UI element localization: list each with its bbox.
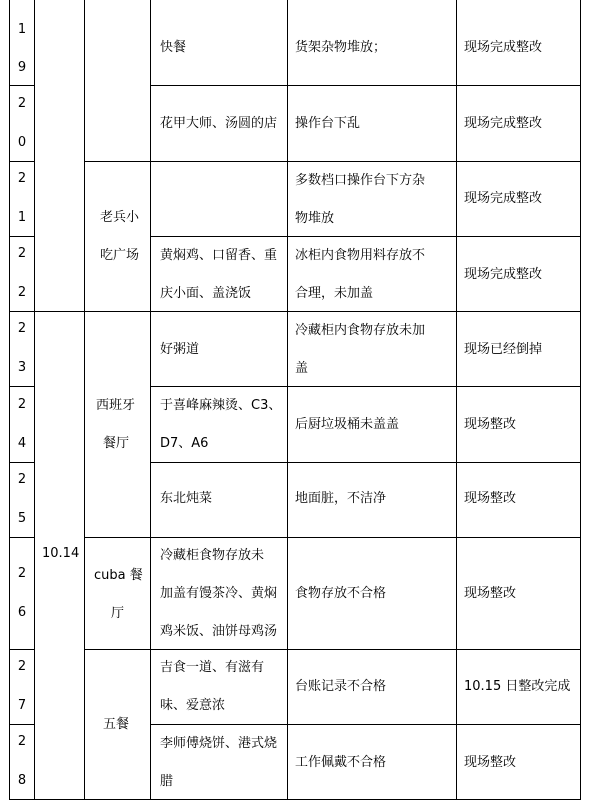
row-number-digit: 2 [17,171,27,186]
row-number-digit: 2 [17,566,27,581]
table-border-left [9,0,10,800]
row-divider [150,724,581,725]
issue-cell: 冰柜内食物用料存放不 [295,248,426,263]
issue-cell: 食物存放不合格 [295,586,387,601]
issue-cell: 物堆放 [295,211,335,226]
row-divider [9,236,35,237]
table-divider-v [150,0,151,800]
table-divider-v [34,0,35,800]
issue-cell: 工作佩戴不合格 [295,755,387,770]
row-number-digit: 5 [17,511,27,526]
row-number-digit: 1 [17,210,27,225]
vendor-cell: D7、A6 [160,436,209,451]
row-divider [9,724,35,725]
vendor-cell: 花甲大师、汤圆的店 [160,116,278,131]
issue-cell: 台账记录不合格 [295,679,387,694]
status-cell: 现场完成整改 [464,267,543,282]
location-cuba: cuba 餐 [94,568,143,583]
issue-cell: 地面脏，不洁净 [295,491,387,506]
status-cell: 现场完成整改 [464,191,543,206]
vendor-cell: 于喜峰麻辣烫、C3、 [160,398,282,413]
row-divider [9,462,35,463]
row-divider [9,537,35,538]
vendor-cell: 冷藏柜食物存放未 [160,548,265,563]
row-divider [9,649,35,650]
table-divider-v [84,0,85,800]
issue-cell: 冷藏柜内食物存放未加 [295,323,426,338]
vendor-cell: 吉食一道、有滋有 [160,660,265,675]
row-divider [9,85,35,86]
row-divider [84,649,581,650]
row-number-digit: 9 [17,60,27,75]
location-laobing: 老兵小 [100,210,140,225]
status-cell: 10.15 日整改完成 [464,679,571,694]
row-number-digit: 3 [17,360,27,375]
row-number-digit: 0 [17,135,27,150]
vendor-cell: 庆小面、盖浇饭 [160,286,252,301]
status-cell: 现场整改 [464,586,517,601]
row-divider [150,236,581,237]
row-number-digit: 4 [17,436,27,451]
row-number-digit: 6 [17,605,27,620]
status-cell: 现场整改 [464,417,517,432]
row-divider [150,386,581,387]
row-number-digit: 2 [17,734,27,749]
vendor-cell: 加盖有馒茶冷、黄焖 [160,586,278,601]
vendor-cell: 东北炖菜 [160,491,213,506]
issue-cell: 盖 [295,361,309,376]
row-number-digit: 1 [17,22,27,37]
issue-cell: 多数档口操作台下方杂 [295,173,426,188]
row-number-digit: 7 [17,698,27,713]
vendor-cell: 味、爱意浓 [160,698,226,713]
table-border-bottom [9,799,581,800]
date-cell: 10.14 [42,546,80,561]
vendor-cell: 好粥道 [160,342,200,357]
row-divider [9,386,35,387]
location-laobing: 吃广场 [100,248,140,263]
row-number-digit: 2 [17,285,27,300]
row-divider [150,462,581,463]
issue-cell: 操作台下乱 [295,116,361,131]
row-number-digit: 8 [17,773,27,788]
vendor-cell: 鸡米饭、油饼母鸡汤 [160,624,278,639]
table-border-right [580,0,581,800]
row-divider [84,537,581,538]
row-number-digit: 2 [17,246,27,261]
issue-cell: 货架杂物堆放； [295,40,387,55]
row-divider [9,161,35,162]
location-wucan: 五餐 [103,717,130,732]
row-number-digit: 2 [17,321,27,336]
location-xibanya: 西班牙 [96,398,136,413]
table-divider-v [456,0,457,800]
vendor-cell: 李师傅烧饼、港式烧 [160,736,278,751]
issue-cell: 后厨垃圾桶未盖盖 [295,417,400,432]
vendor-cell: 快餐 [160,40,187,55]
row-divider [9,311,581,312]
status-cell: 现场整改 [464,491,517,506]
vendor-cell: 黄焖鸡、口留香、重 [160,248,278,263]
status-cell: 现场完成整改 [464,116,543,131]
status-cell: 现场已经倒掉 [464,342,543,357]
row-number-digit: 2 [17,96,27,111]
status-cell: 现场整改 [464,755,517,770]
issue-cell: 合理，未加盖 [295,286,374,301]
row-divider [150,85,581,86]
row-number-digit: 2 [17,472,27,487]
row-number-digit: 2 [17,397,27,412]
status-cell: 现场完成整改 [464,40,543,55]
vendor-cell: 腊 [160,774,174,789]
location-xibanya: 餐厅 [103,436,130,451]
table-divider-v [287,0,288,800]
location-cuba: 厅 [111,606,125,621]
row-divider [84,161,581,162]
row-number-digit: 2 [17,659,27,674]
